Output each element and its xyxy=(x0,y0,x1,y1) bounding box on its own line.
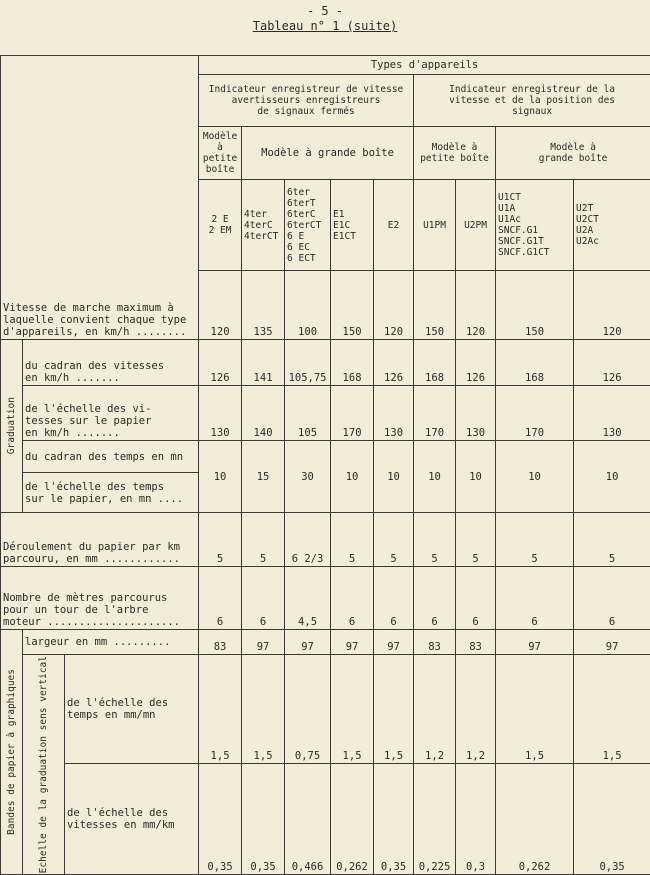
page-header xyxy=(0,4,650,34)
row-label-cadran-vitesses: du cadran des vitesses en km/h ....... xyxy=(23,340,199,386)
model-cell: 4ter 4terC 4terCT xyxy=(242,180,285,271)
value-cell-echelle-vitesses: 140 xyxy=(242,386,285,441)
value-cell-vitesses-mm: 0,35 xyxy=(199,764,242,875)
value-cell-deroulement: 5 xyxy=(331,513,374,567)
value-cell-deroulement: 5 xyxy=(496,513,574,567)
row-label-echelle-temps: de l'échelle des temps sur le papier, en mn .... xyxy=(23,473,199,513)
value-cell-temps-mm: 1,5 xyxy=(374,655,414,764)
value-cell-metres: 6 xyxy=(242,567,285,630)
echelle-grad-label xyxy=(23,655,65,875)
large-box-header-2: Modèle à grande boîte xyxy=(496,127,650,180)
bandes-label xyxy=(1,630,23,875)
value-cell-cadran-vitesses: 168 xyxy=(496,340,574,386)
value-cell-largeur: 97 xyxy=(374,630,414,655)
value-cell-vitesses-mm: 0,3 xyxy=(456,764,496,875)
value-cell-metres: 6 xyxy=(374,567,414,630)
value-cell-cadran-vitesses: 126 xyxy=(199,340,242,386)
value-cell-temps: 10 xyxy=(331,441,374,513)
value-cell-largeur: 97 xyxy=(242,630,285,655)
group2-header: Indicateur enregistreur de la vitesse et de la position des signaux xyxy=(414,75,650,127)
value-cell-metres: 6 xyxy=(199,567,242,630)
value-cell-metres: 6 xyxy=(574,567,650,630)
value-cell-cadran-vitesses: 126 xyxy=(374,340,414,386)
value-cell-temps-mm: 0,75 xyxy=(285,655,331,764)
value-cell-cadran-vitesses: 105,75 xyxy=(285,340,331,386)
value-cell-largeur: 97 xyxy=(496,630,574,655)
value-cell-cadran-vitesses: 141 xyxy=(242,340,285,386)
value-cell-vitesses-mm: 0,262 xyxy=(496,764,574,875)
value-cell-largeur: 83 xyxy=(456,630,496,655)
value-cell-deroulement: 6 2/3 xyxy=(285,513,331,567)
row-label-largeur: largeur en mm ......... xyxy=(23,630,199,655)
row-label-vitesses-mm: de l'échelle des vitesses en mm/km xyxy=(65,764,199,875)
value-cell-vitesses-mm: 0,225 xyxy=(414,764,456,875)
value-cell-echelle-vitesses: 105 xyxy=(285,386,331,441)
model-cell: U1CT U1A U1Ac SNCF.G1 SNCF.G1T SNCF.G1CT xyxy=(496,180,574,271)
value-cell-vitesses-mm: 0,35 xyxy=(242,764,285,875)
value-cell-vitesse: 120 xyxy=(199,271,242,340)
value-cell-vitesses-mm: 0,35 xyxy=(374,764,414,875)
value-cell-temps: 10 xyxy=(456,441,496,513)
row-label-echelle-vitesses: de l'échelle des vi- tesses sur le papier en km/h ....... xyxy=(23,386,199,441)
value-cell-temps: 10 xyxy=(374,441,414,513)
row-label-temps-mm: de l'échelle des temps en mm/mn xyxy=(65,655,199,764)
model-cell: 6ter 6terT 6terC 6terCT 6 E 6 EC 6 ECT xyxy=(285,180,331,271)
value-cell-vitesse: 120 xyxy=(574,271,650,340)
value-cell-deroulement: 5 xyxy=(199,513,242,567)
value-cell-vitesse: 120 xyxy=(456,271,496,340)
value-cell-temps-mm: 1,5 xyxy=(496,655,574,764)
value-cell-vitesse: 150 xyxy=(414,271,456,340)
value-cell-deroulement: 5 xyxy=(374,513,414,567)
bandes-label-text: Bandes de papier à graphiques xyxy=(5,669,17,836)
types-title: Types d'appareils xyxy=(199,56,650,75)
value-cell-echelle-vitesses: 170 xyxy=(331,386,374,441)
group1-header: Indicateur enregistreur de vitesse avertisseurs enregistreurs de signaux fermés xyxy=(199,75,414,127)
value-cell-temps-mm: 1,5 xyxy=(199,655,242,764)
value-cell-vitesses-mm: 0,35 xyxy=(574,764,650,875)
value-cell-temps-mm: 1,5 xyxy=(242,655,285,764)
table-title: Tableau n° 1 (suite) xyxy=(252,19,398,33)
value-cell-temps-mm: 1,5 xyxy=(331,655,374,764)
model-cell: E2 xyxy=(374,180,414,271)
page-number: - 5 - xyxy=(306,4,344,18)
value-cell-echelle-vitesses: 130 xyxy=(574,386,650,441)
model-cell: E1 E1C E1CT xyxy=(331,180,374,271)
value-cell-temps-mm: 1,2 xyxy=(414,655,456,764)
value-cell-vitesse: 120 xyxy=(374,271,414,340)
value-cell-vitesse: 150 xyxy=(331,271,374,340)
graduation-label-text: Graduation xyxy=(5,397,17,455)
specs-table xyxy=(0,55,650,875)
value-cell-temps-mm: 1,5 xyxy=(574,655,650,764)
model-cell: 2 E 2 EM xyxy=(199,180,242,271)
value-cell-largeur: 97 xyxy=(285,630,331,655)
graduation-label xyxy=(1,340,23,513)
value-cell-temps: 30 xyxy=(285,441,331,513)
value-cell-largeur: 83 xyxy=(414,630,456,655)
value-cell-vitesse: 135 xyxy=(242,271,285,340)
value-cell-deroulement: 5 xyxy=(456,513,496,567)
value-cell-temps: 15 xyxy=(242,441,285,513)
value-cell-deroulement: 5 xyxy=(574,513,650,567)
value-cell-temps: 10 xyxy=(414,441,456,513)
echelle-grad-label-text: Echelle de la graduation sens vertical xyxy=(37,656,49,874)
value-cell-echelle-vitesses: 130 xyxy=(374,386,414,441)
value-cell-vitesses-mm: 0,466 xyxy=(285,764,331,875)
value-cell-deroulement: 5 xyxy=(242,513,285,567)
small-box-header-2: Modèle à petite boîte xyxy=(414,127,496,180)
value-cell-temps: 10 xyxy=(574,441,650,513)
value-cell-temps: 10 xyxy=(199,441,242,513)
value-cell-largeur: 97 xyxy=(574,630,650,655)
value-cell-largeur: 97 xyxy=(331,630,374,655)
value-cell-echelle-vitesses: 130 xyxy=(199,386,242,441)
value-cell-echelle-vitesses: 170 xyxy=(414,386,456,441)
value-cell-vitesses-mm: 0,262 xyxy=(331,764,374,875)
value-cell-metres: 6 xyxy=(496,567,574,630)
header-corner xyxy=(1,56,199,271)
value-cell-cadran-vitesses: 126 xyxy=(456,340,496,386)
value-cell-vitesse: 100 xyxy=(285,271,331,340)
value-cell-largeur: 83 xyxy=(199,630,242,655)
model-cell: U2PM xyxy=(456,180,496,271)
value-cell-cadran-vitesses: 168 xyxy=(331,340,374,386)
value-cell-metres: 6 xyxy=(414,567,456,630)
value-cell-metres: 6 xyxy=(331,567,374,630)
value-cell-metres: 6 xyxy=(456,567,496,630)
value-cell-metres: 4,5 xyxy=(285,567,331,630)
value-cell-deroulement: 5 xyxy=(414,513,456,567)
value-cell-echelle-vitesses: 170 xyxy=(496,386,574,441)
value-cell-echelle-vitesses: 130 xyxy=(456,386,496,441)
row-label-vitesse: Vitesse de marche maximum à laquelle convient chaque type d'appareils, en km/h ........ xyxy=(1,271,199,340)
model-cell: U1PM xyxy=(414,180,456,271)
small-box-header-1: Modèle à petite boîte xyxy=(199,127,242,180)
value-cell-cadran-vitesses: 168 xyxy=(414,340,456,386)
model-cell: U2T U2CT U2A U2Ac xyxy=(574,180,650,271)
value-cell-cadran-vitesses: 126 xyxy=(574,340,650,386)
value-cell-temps-mm: 1,2 xyxy=(456,655,496,764)
row-label-metres: Nombre de mètres parcourus pour un tour de l'arbre moteur ..................... xyxy=(1,567,199,630)
row-label-deroulement: Déroulement du papier par km parcouru, en mm ............ xyxy=(1,513,199,567)
large-box-header-1: Modèle à grande boîte xyxy=(242,127,414,180)
value-cell-temps: 10 xyxy=(496,441,574,513)
value-cell-vitesse: 150 xyxy=(496,271,574,340)
row-label-cadran-temps: du cadran des temps en mn xyxy=(23,441,199,473)
